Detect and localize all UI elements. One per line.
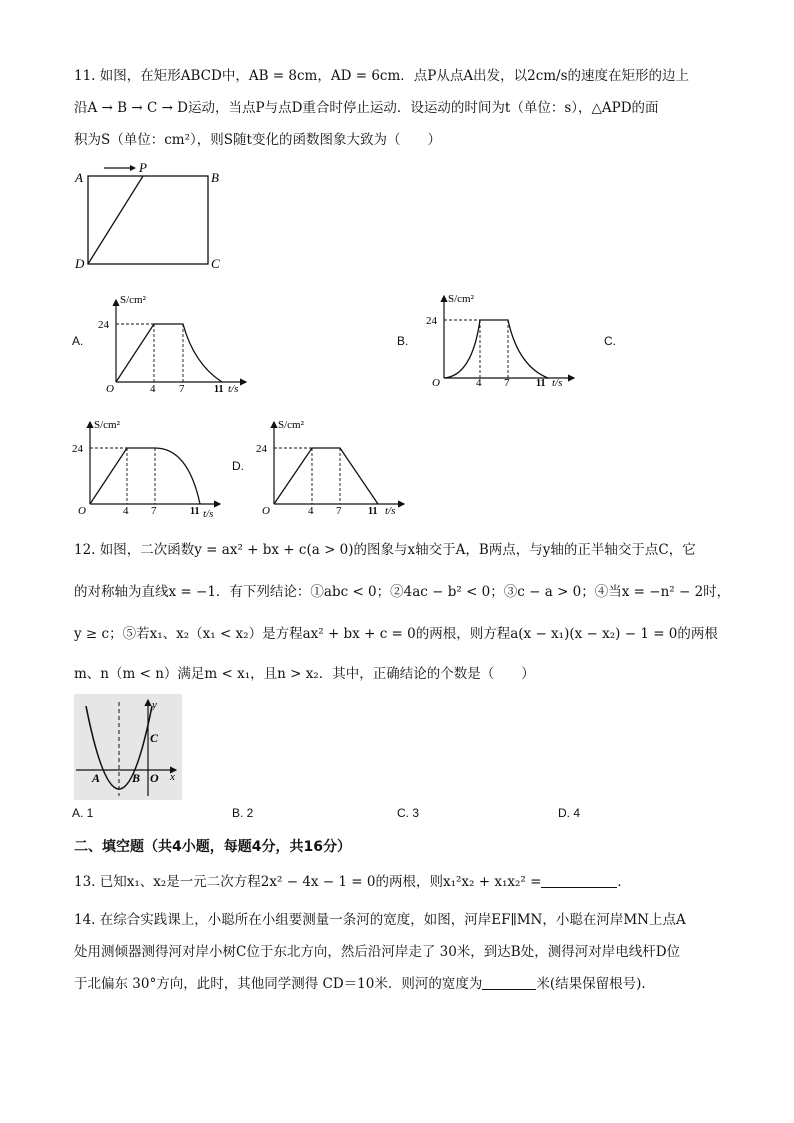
svg-text:11: 11: [214, 384, 224, 395]
svg-text:11: 11: [536, 378, 546, 389]
q14-line-1: 14. 在综合实践课上，小聪所在小组要测量一条河的宽度，如图，河岸EF∥MN，小聪在河岸MN上点A: [74, 912, 686, 928]
q12-option-b[interactable]: B. 2: [232, 806, 254, 820]
q12-line-4: m、n（m < n）满足m < x₁，且n > x₂．其中，正确结论的个数是（ ）: [74, 666, 535, 682]
q11-line-3: 积为S（单位：cm²），则S随t变化的函数图象大致为（ ）: [74, 132, 441, 148]
q12-line-3: y ≥ c；⑤若x₁、x₂（x₁ < x₂）是方程ax² + bx + c = 0的两根，则方程a(x − x₁)(x − x₂) − 1 = 0的两根: [74, 626, 718, 642]
q14-end: 米(结果保留根号).: [536, 976, 646, 992]
q13-text: 13. 已知x₁、x₂是一元二次方程2x² − 4x − 1 = 0的两根，则x₁²x₂ + x₁x₂² =: [74, 874, 542, 890]
svg-text:t/s: t/s: [203, 508, 214, 520]
graph-option-c: [70, 414, 230, 522]
svg-text:A: A: [92, 771, 101, 785]
svg-text:C: C: [150, 731, 159, 745]
q14-line-3: [74, 974, 646, 994]
q12-option-d[interactable]: D. 4: [558, 806, 581, 820]
q12-line-1: 12. 如图，二次函数y = ax² + bx + c(a > 0)的图象与x轴交于A，B两点，与y轴的正半轴交于点C，它: [74, 542, 696, 558]
q11-line-1: 11. 如图，在矩形ABCD中，AB = 8cm，AD = 6cm．点P从点A出发，以2cm/s的速度在矩形的边上: [74, 68, 690, 84]
q14-answer-blank[interactable]: [482, 975, 536, 990]
parabola-figure: [74, 694, 182, 800]
svg-text:t/s: t/s: [552, 377, 563, 389]
q12-option-a[interactable]: A. 1: [72, 806, 94, 820]
graph-option-d: [254, 414, 414, 522]
q11-line-2: 沿A → B → C → D运动，当点P与点D重合时停止运动．设运动的时间为t（单位：s），△APD的面: [74, 100, 659, 116]
svg-text:B: B: [132, 771, 141, 785]
svg-text:S/cm²: S/cm²: [278, 419, 304, 431]
label-c: C: [211, 256, 220, 271]
svg-text:t/s: t/s: [385, 505, 396, 517]
q14-text: 于北偏东 30°方向，此时，其他同学测得 CD＝10米．则河的宽度为: [74, 976, 483, 992]
svg-text:4: 4: [123, 505, 129, 517]
svg-text:24: 24: [426, 315, 437, 327]
option-a-label[interactable]: A.: [72, 334, 84, 348]
svg-text:4: 4: [150, 383, 156, 395]
option-c-label[interactable]: C.: [604, 334, 616, 348]
section-heading: 二、填空题（共4小题，每题4分，共16分）: [74, 839, 351, 855]
q13-answer-blank[interactable]: [541, 873, 617, 888]
svg-text:O: O: [150, 771, 159, 785]
svg-text:11: 11: [368, 506, 378, 517]
svg-text:4: 4: [308, 505, 314, 517]
label-a: A: [75, 170, 83, 185]
graph-option-b: [424, 288, 584, 394]
label-p: P: [139, 160, 147, 175]
svg-text:x: x: [170, 771, 175, 783]
q13-line: [74, 872, 631, 892]
label-d: D: [75, 256, 85, 271]
option-b-label[interactable]: B.: [397, 334, 409, 348]
svg-text:7: 7: [151, 505, 157, 517]
svg-text:O: O: [262, 505, 270, 517]
label-b: B: [211, 170, 219, 185]
svg-text:O: O: [432, 377, 440, 389]
q13-end: ．: [617, 874, 631, 890]
svg-text:24: 24: [98, 319, 109, 331]
svg-text:7: 7: [179, 383, 185, 395]
q14-line-2: 处用测倾器测得河对岸小树C位于东北方向，然后沿河岸走了 30米，到达B处，测得河对岸电线杆D位: [74, 944, 681, 960]
svg-text:S/cm²: S/cm²: [448, 293, 474, 305]
svg-text:24: 24: [256, 443, 267, 455]
option-d-label[interactable]: D.: [232, 459, 244, 473]
svg-text:7: 7: [336, 505, 342, 517]
graph-option-a: [94, 292, 254, 398]
svg-text:11: 11: [190, 506, 200, 517]
q12-option-c[interactable]: C. 3: [397, 806, 420, 820]
rectangle-figure: [70, 156, 230, 276]
svg-text:4: 4: [476, 377, 482, 389]
svg-text:S/cm²: S/cm²: [120, 294, 146, 306]
svg-text:O: O: [78, 505, 86, 517]
svg-text:7: 7: [504, 377, 510, 389]
svg-text:y: y: [152, 699, 157, 711]
svg-text:t/s: t/s: [228, 383, 239, 395]
svg-text:24: 24: [72, 443, 83, 455]
q12-line-2: 的对称轴为直线x = −1．有下列结论：①abc < 0；②4ac − b² < 0；③c − a > 0；④当x = −n² − 2时，: [74, 584, 731, 600]
svg-text:S/cm²: S/cm²: [94, 419, 120, 431]
svg-text:O: O: [106, 383, 114, 395]
